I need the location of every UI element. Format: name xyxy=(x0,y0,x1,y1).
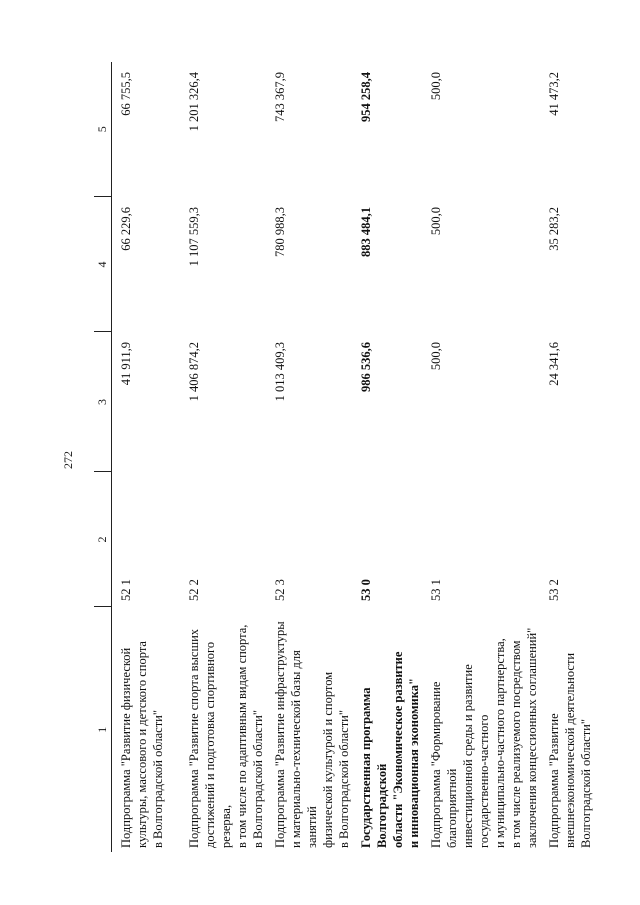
program-code: 53 0 xyxy=(359,579,373,601)
name-line: внешнеэкономической деятельности xyxy=(563,652,577,848)
table-row-bold xyxy=(352,62,422,852)
header-col-1: 1 xyxy=(94,607,112,852)
value-col-4: 500,0 xyxy=(429,207,443,236)
page-number: 272 xyxy=(61,451,75,469)
name-line: Волгоградской области" xyxy=(579,719,593,848)
value-col-3: 1 406 874,2 xyxy=(187,342,201,402)
name-line: в том числе по адаптивным видам спорта, xyxy=(235,624,249,848)
table-row xyxy=(266,62,352,852)
value-col-3: 41 911,9 xyxy=(119,342,133,386)
name-line: достижений и подготовка спортивного резерва, xyxy=(203,641,233,848)
program-name xyxy=(112,607,181,852)
name-line: в Волгоградской области" xyxy=(337,710,351,848)
program-name xyxy=(540,607,608,852)
program-name xyxy=(352,607,422,852)
value-col-4: 780 988,3 xyxy=(273,207,287,257)
value-col-3: 500,0 xyxy=(429,342,443,371)
header-col-5: 5 xyxy=(94,62,112,197)
value-col-4: 883 484,1 xyxy=(359,207,373,257)
name-line: Подпрограмма "Развитие физической xyxy=(119,647,133,848)
value-col-4: 35 283,2 xyxy=(547,207,561,251)
value-col-4: 1 107 559,3 xyxy=(187,207,201,267)
value-col-3: 24 341,6 xyxy=(547,342,561,386)
name-line: физической культурой и спортом xyxy=(321,671,335,848)
budget-table xyxy=(94,62,608,852)
header-col-2: 2 xyxy=(94,472,112,607)
program-code: 52 2 xyxy=(187,579,201,601)
name-line: и материально-технической базы для занятий xyxy=(289,650,319,848)
header-row xyxy=(94,62,112,852)
value-col-5: 743 367,9 xyxy=(273,72,287,122)
program-code: 53 2 xyxy=(547,579,561,601)
name-line: и инновационная экономика" xyxy=(407,678,421,848)
value-col-3: 1 013 409,3 xyxy=(273,342,287,402)
name-line: Подпрограмма "Формирование благоприятной xyxy=(429,681,459,848)
table-row xyxy=(180,62,266,852)
program-name xyxy=(266,607,352,852)
name-line: и муниципально-частного партнерства, xyxy=(493,638,507,848)
table-row xyxy=(112,62,181,852)
name-line: области "Экономическое развитие xyxy=(391,651,405,848)
value-col-5: 66 755,5 xyxy=(119,72,133,116)
name-line: в Волгоградской области" xyxy=(151,710,165,848)
value-col-4: 66 229,6 xyxy=(119,207,133,251)
name-line: Подпрограмма "Развитие спорта высших xyxy=(187,628,201,848)
program-code: 52 1 xyxy=(119,579,133,601)
name-line: Подпрограмма "Развитие xyxy=(547,713,561,848)
value-col-5: 500,0 xyxy=(429,72,443,101)
name-line: заключения концессионных соглашений" xyxy=(525,627,539,848)
table-row xyxy=(540,62,608,852)
value-col-5: 41 473,2 xyxy=(547,72,561,116)
value-col-5: 954 258,4 xyxy=(359,72,373,122)
program-code: 52 3 xyxy=(273,579,287,601)
table-row xyxy=(422,62,540,852)
program-name xyxy=(180,607,266,852)
name-line: культуры, массового и детского спорта xyxy=(135,641,149,848)
name-line: в том числе реализуемого посредством xyxy=(509,640,523,848)
program-name xyxy=(422,607,540,852)
name-line: Подпрограмма "Развитие инфраструктуры xyxy=(273,621,287,848)
name-line: государственно-частного xyxy=(477,714,491,848)
value-col-5: 1 201 326,4 xyxy=(187,72,201,132)
name-line: в Волгоградской области" xyxy=(251,710,265,848)
name-line: Государственная программа Волгоградской xyxy=(359,687,389,848)
value-col-3: 986 536,6 xyxy=(359,342,373,392)
name-line: инвестиционной среды и развитие xyxy=(461,664,475,848)
rotated-table-container xyxy=(94,62,609,852)
header-col-4: 4 xyxy=(94,197,112,332)
header-col-3: 3 xyxy=(94,332,112,472)
program-code: 53 1 xyxy=(429,579,443,601)
